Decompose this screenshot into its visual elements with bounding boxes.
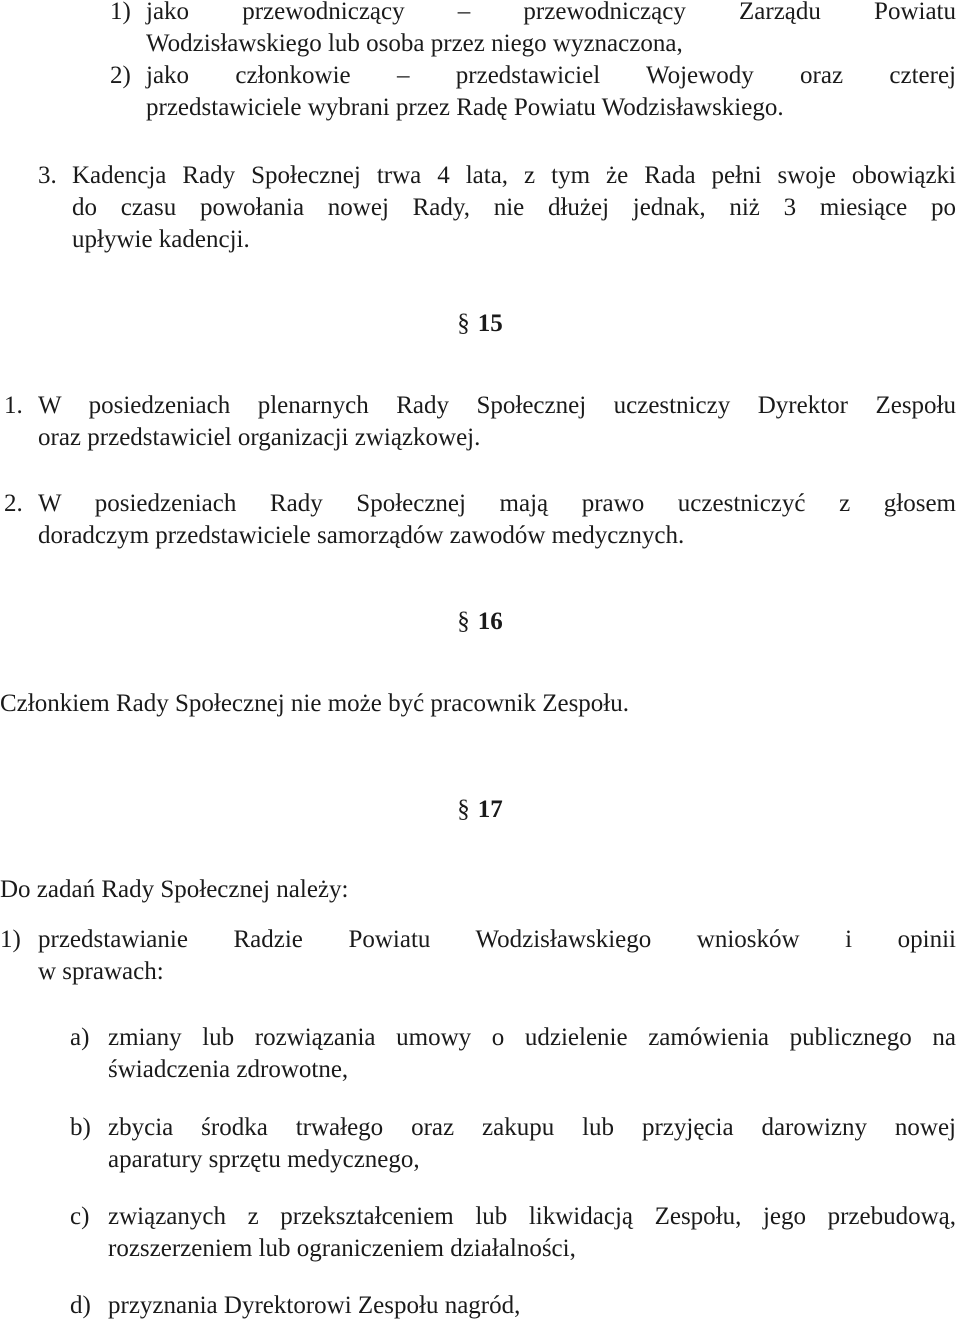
list-number: 2): [110, 62, 131, 89]
item-line: W posiedzeniach plenarnych Rady Społecznej uczestniczy Dyrektor Zespołu: [38, 392, 956, 419]
item-line: W posiedzeniach Rady Społecznej mają prawo uczestniczyć z głosem: [38, 490, 956, 517]
sub-item-letter: b): [70, 1114, 91, 1141]
section-17-intro: Do zadań Rady Społecznej należy:: [0, 876, 349, 903]
sub-item-line: zmiany lub rozwiązania umowy o udzielenie zamówienia publicznego na: [108, 1024, 956, 1051]
sub-item: [70, 1290, 956, 1322]
list-text-line: jako członkowie – przedstawiciel Wojewody oraz czterej: [146, 62, 956, 89]
sub-item-line: przyznania Dyrektorowi Zespołu nagród,: [108, 1292, 521, 1319]
section-17-item: [0, 924, 956, 988]
sub-item: [70, 1112, 956, 1176]
section-heading-16: [0, 606, 960, 638]
item-number: 2.: [4, 490, 23, 517]
section-heading-17: [0, 794, 960, 826]
section-number: 17: [477, 796, 503, 823]
section-symbol: §: [457, 608, 470, 635]
item-line: przedstawianie Radzie Powiatu Wodzisławskiego wniosków i opinii: [38, 926, 956, 953]
sub-item-letter: a): [70, 1024, 90, 1051]
section-symbol: §: [457, 796, 470, 823]
sub-item-line: świadczenia zdrowotne,: [108, 1056, 349, 1083]
sub-item: [70, 1201, 956, 1265]
item-number: 1): [0, 926, 21, 953]
top-list-item: [110, 0, 956, 60]
top-list-item: [110, 60, 956, 124]
section-15-item: [4, 390, 956, 454]
item-number: 1.: [4, 392, 23, 419]
section-number: 15: [477, 310, 503, 337]
section-16-text: Członkiem Rady Społecznej nie może być pracownik Zespołu.: [0, 690, 629, 717]
sub-item-line: zbycia środka trwałego oraz zakupu lub przyjęcia darowizny nowej: [108, 1114, 956, 1141]
item-line: w sprawach:: [38, 958, 164, 985]
list-text-line: jako przewodniczący – przewodniczący Zarządu Powiatu: [146, 0, 956, 25]
sub-item-letter: d): [70, 1292, 91, 1319]
sub-item: [70, 1022, 956, 1086]
sub-item-line: związanych z przekształceniem lub likwidacją Zespołu, jego przebudową,: [108, 1203, 956, 1230]
list-text-line: Wodzisławskiego lub osoba przez niego wyznaczona,: [146, 30, 683, 57]
section-heading-15: [0, 308, 960, 340]
sub-item-line: aparatury sprzętu medycznego,: [108, 1146, 420, 1173]
paragraph-line: upływie kadencji.: [72, 226, 250, 253]
section-15-item: [4, 488, 956, 552]
paragraph-3: [38, 160, 956, 256]
list-text-line: przedstawiciele wybrani przez Radę Powiatu Wodzisławskiego.: [146, 94, 784, 121]
sub-item-letter: c): [70, 1203, 90, 1230]
item-line: doradczym przedstawiciele samorządów zawodów medycznych.: [38, 522, 685, 549]
list-number: 1): [110, 0, 131, 25]
section-number: 16: [477, 608, 503, 635]
item-line: oraz przedstawiciel organizacji związkowej.: [38, 424, 481, 451]
section-symbol: §: [457, 310, 470, 337]
sub-item-line: rozszerzeniem lub ograniczeniem działalności,: [108, 1235, 576, 1262]
paragraph-line: Kadencja Rady Społecznej trwa 4 lata, z tym że Rada pełni swoje obowiązki: [72, 162, 956, 189]
paragraph-line: do czasu powołania nowej Rady, nie dłużej jednak, niż 3 miesiące po: [72, 194, 956, 221]
paragraph-number: 3.: [38, 162, 57, 189]
